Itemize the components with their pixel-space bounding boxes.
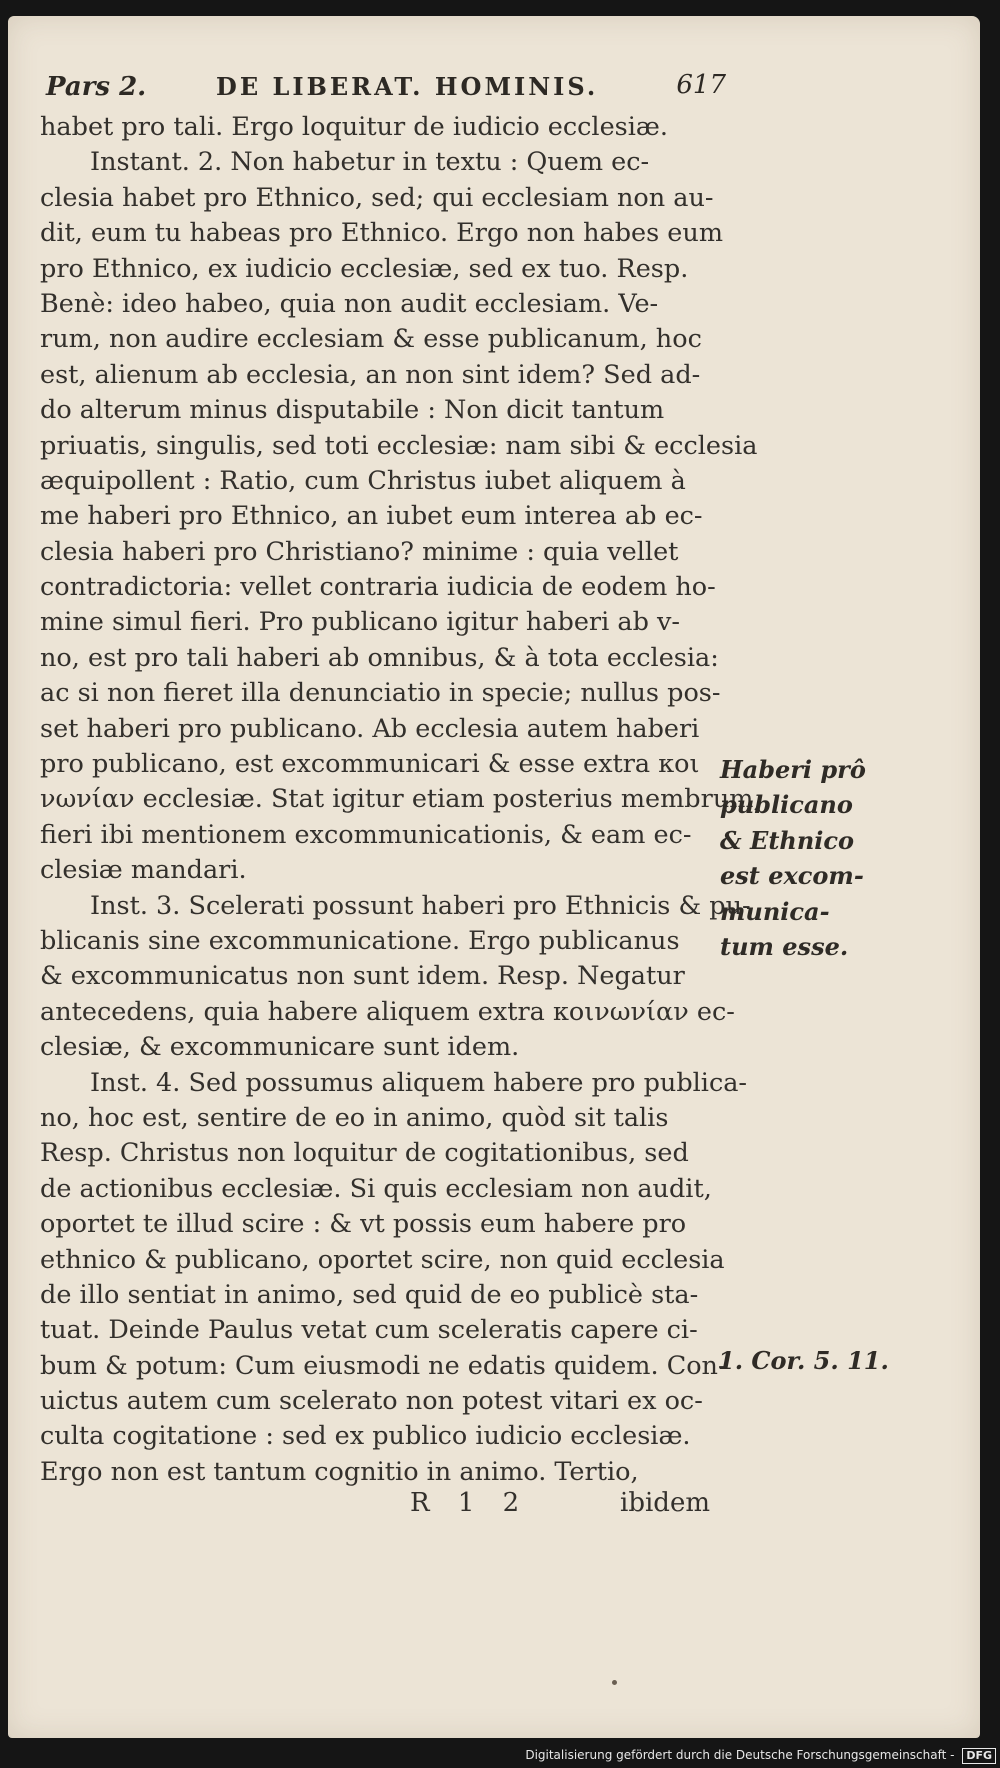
margin-reference: 1. Cor. 5. 11. — [718, 1346, 889, 1375]
margin-note-line: Haberi prô — [720, 755, 866, 784]
text-line: ethnico & publicano, oportet scire, non quid ecclesia — [40, 1244, 725, 1275]
margin-note-line: tum esse. — [720, 931, 849, 961]
text-line: de actionibus ecclesiæ. Si quis ecclesiam non audit, — [40, 1173, 712, 1204]
text-line: habet pro tali. Ergo loquitur de iudicio ecclesiæ. — [40, 112, 668, 142]
margin-note-line: munica- — [720, 896, 830, 926]
text-line: clesia habet pro Ethnico, sed; qui ecclesiam non au- — [40, 182, 714, 213]
dfg-logo-icon: DFG — [962, 1748, 996, 1764]
text-line: pro Ethnico, ex iudicio ecclesiæ, sed ex tuo. Resp. — [40, 253, 689, 284]
page-footer — [410, 1488, 710, 1524]
text-line: no, est pro tali haberi ab omnibus, & à tota ecclesia: — [40, 642, 719, 673]
text-line: culta cogitatione : sed ex publico iudicio ecclesiæ. — [40, 1421, 691, 1452]
text-line: ac si non fieret illa denunciatio in specie; nullus pos- — [40, 678, 721, 709]
catchword: ibidem — [620, 1488, 710, 1518]
text-line: Benè: ideo habeo, quia non audit ecclesiam. Ve- — [40, 288, 659, 319]
text-line: me haberi pro Ethnico, an iubet eum interea ab ec- — [40, 501, 703, 532]
text-line: Inst. 4. Sed possumus aliquem habere pro publica- — [90, 1067, 748, 1098]
margin-note-line: & Ethnico — [720, 825, 855, 855]
text-line: Resp. Christus non loquitur de cogitationibus, sed — [40, 1138, 689, 1169]
text-line: do alterum minus disputabile : Non dicit tantum — [40, 395, 665, 426]
credit-text: Digitalisierung gefördert durch die Deutsche Forschungsgemeinschaft - — [525, 1748, 955, 1762]
text-line: clesiæ mandari. — [40, 855, 247, 886]
text-line: νωνίαν ecclesiæ. Stat igitur etiam posterius membrum, — [40, 784, 762, 815]
text-line: Instant. 2. Non habetur in textu : Quem ec- — [90, 147, 650, 178]
text-line: est, alienum ab ecclesia, an non sint idem? Sed ad- — [40, 359, 701, 390]
text-line: clesia haberi pro Christiano? minime : quia vellet — [40, 536, 679, 567]
text-line: clesiæ, & excommunicare sunt idem. — [40, 1032, 520, 1063]
text-line: no, hoc est, sentire de eo in animo, quòd sit talis — [40, 1102, 669, 1133]
part-label: Pars 2. — [46, 72, 147, 102]
main-text-block — [40, 110, 762, 1490]
margin-note-line: est excom- — [720, 861, 864, 891]
text-line: mine simul fieri. Pro publicano igitur haberi ab v- — [40, 607, 681, 638]
text-line: dit, eum tu habeas pro Ethnico. Ergo non habes eum — [40, 218, 723, 249]
text-line: fieri ibi mentionem excommunicationis, & eam ec- — [40, 819, 692, 850]
text-line: & excommunicatus non sunt idem. Resp. Negatur — [40, 961, 685, 992]
text-line: Inst. 3. Scelerati possunt haberi pro Ethnicis & pu- — [90, 890, 751, 921]
margin-note-line: publicano — [720, 790, 853, 820]
signature-mark: R 1 2 — [410, 1488, 530, 1518]
ink-speck — [612, 1680, 617, 1685]
text-line: priuatis, singulis, sed toti ecclesiæ: nam sibi & ecclesia — [40, 430, 758, 461]
text-line: uictus autem cum scelerato non potest vitari ex oc- — [40, 1386, 703, 1417]
text-line: blicanis sine excommunicatione. Ergo publicanus — [40, 925, 680, 956]
text-line: oportet te illud scire : & vt possis eum habere pro — [40, 1209, 687, 1240]
page-number: 617 — [676, 70, 726, 100]
running-title: DE LIBERAT. HOMINIS. — [216, 72, 599, 101]
text-line: de illo sentiat in animo, sed quid de eo publicè sta- — [40, 1279, 699, 1310]
text-line: set haberi pro publicano. Ab ecclesia autem haberi — [40, 713, 700, 744]
text-line: æquipollent : Ratio, cum Christus iubet aliquem à — [40, 465, 686, 496]
text-line: contradictoria: vellet contraria iudicia de eodem ho- — [40, 572, 716, 603]
text-line: pro publicano, est excommunicari & esse extra κοι — [40, 749, 700, 780]
digitization-credit — [525, 1744, 996, 1766]
text-line: tuat. Deinde Paulus vetat cum sceleratis capere ci- — [40, 1315, 698, 1346]
text-line: antecedens, quia habere aliquem extra κοινωνίαν ec- — [40, 996, 735, 1027]
margin-note — [720, 752, 866, 964]
text-line: rum, non audire ecclesiam & esse publicanum, hoc — [40, 324, 702, 355]
text-line: Ergo non est tantum cognitio in animo. Tertio, — [40, 1456, 639, 1487]
running-header — [46, 68, 726, 108]
text-line: bum & potum: Cum eiusmodi ne edatis quidem. Con- — [40, 1350, 727, 1381]
